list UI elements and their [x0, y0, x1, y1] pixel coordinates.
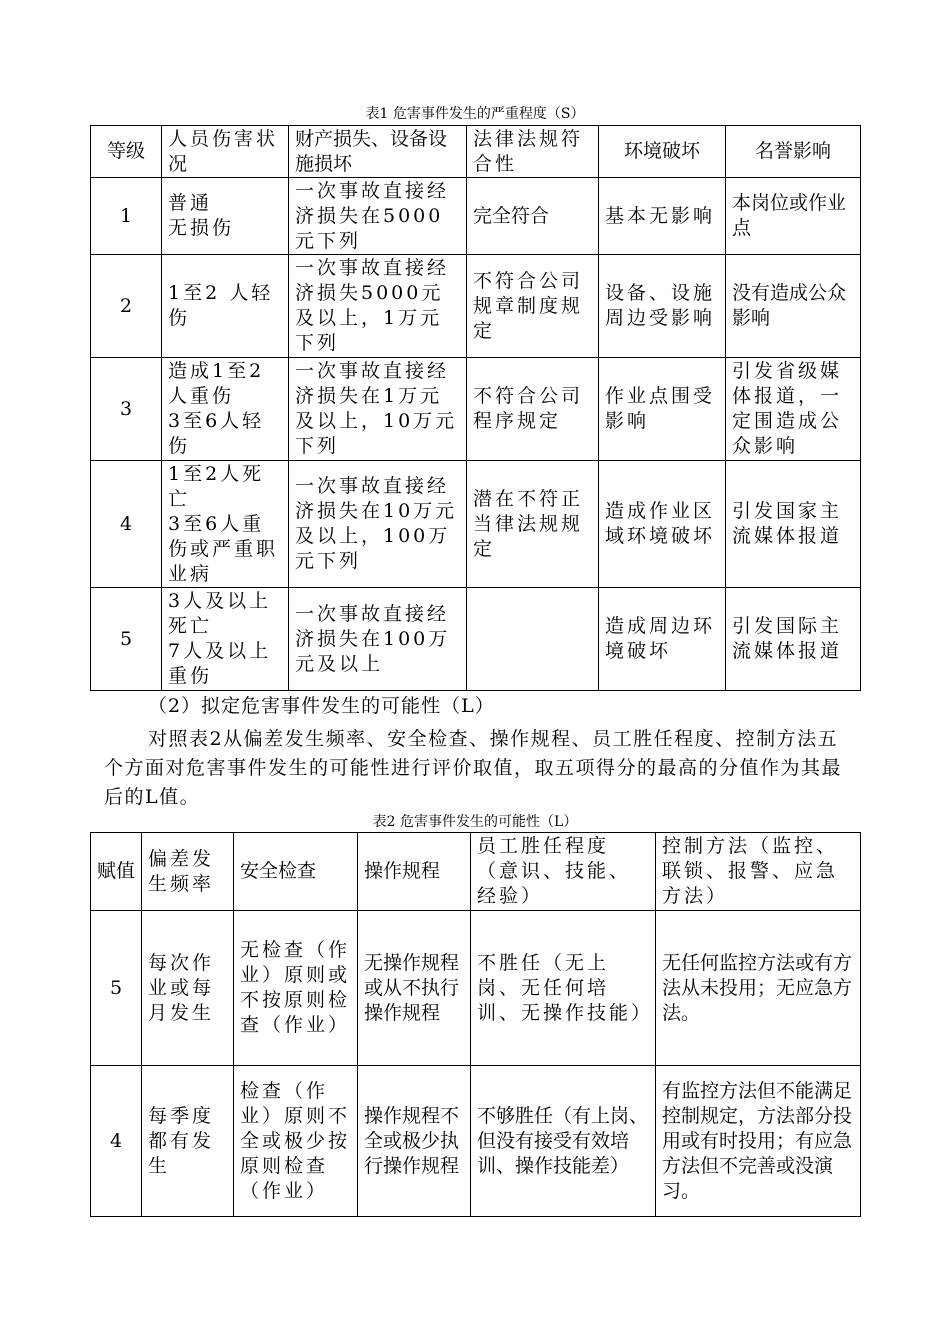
table2-caption: 表2 危害事件发生的可能性（L） [372, 814, 578, 830]
table-row [91, 911, 861, 1066]
table-row [91, 358, 861, 461]
property-cell: 一次事故直接经济损失在100万元及以上 [289, 588, 467, 691]
law-cell: 不符合公司规章制度规定 [467, 255, 599, 358]
header-control-method: 控制方法（监控、联锁、报警、应急方法） [656, 833, 861, 911]
frequency-cell: 每季度都有发生 [142, 1066, 234, 1217]
level-cell: 4 [91, 461, 162, 588]
score-cell: 5 [91, 911, 142, 1066]
reputation-cell: 引发省级媒体报道，一定围造成公众影响 [726, 358, 861, 461]
table1-header-row [91, 126, 861, 178]
reputation-cell: 引发国家主流媒体报道 [726, 461, 861, 588]
level-cell: 5 [91, 588, 162, 691]
table-row [91, 461, 861, 588]
reputation-cell: 本岗位或作业点 [726, 178, 861, 255]
header-reputation: 名誉影响 [726, 126, 861, 178]
table2-header-row [91, 833, 861, 911]
table-row [91, 1066, 861, 1217]
severity-table [90, 125, 861, 691]
frequency-cell: 每次作业或每月发生 [142, 911, 234, 1066]
likelihood-table [90, 832, 861, 1217]
header-procedure: 操作规程 [358, 833, 471, 911]
level-cell: 1 [91, 178, 162, 255]
section-heading: （2）拟定危害事件发生的可能性（L） [148, 695, 495, 717]
safety-check-cell: 无检查（作业）原则或不按原则检查（作业） [234, 911, 358, 1066]
staff-competence-cell: 不胜任（无上岗、无任何培训、无操作技能） [471, 911, 656, 1066]
property-cell: 一次事故直接经济损失在1万元及以上，10万元下列 [289, 358, 467, 461]
property-cell: 一次事故直接经济损失在5000元下列 [289, 178, 467, 255]
staff-competence-cell: 不够胜任（有上岗、但没有接受有效培训、操作技能差） [471, 1066, 656, 1217]
law-cell: 完全符合 [467, 178, 599, 255]
env-cell: 基本无影响 [599, 178, 726, 255]
level-cell: 2 [91, 255, 162, 358]
control-method-cell: 有监控方法但不能满足控制规定，方法部分投用或有时投用；有应急方法但不完善或没演习。 [656, 1066, 861, 1217]
env-cell: 作业点围受影响 [599, 358, 726, 461]
law-cell: 潜在不符正当律法规规定 [467, 461, 599, 588]
header-staff-competence: 员工胜任程度（意识、技能、经验） [471, 833, 656, 911]
table1-caption: 表1 危害事件发生的严重程度（S） [365, 106, 585, 122]
header-safety-check: 安全检查 [234, 833, 358, 911]
header-env: 环境破坏 [599, 126, 726, 178]
table-row [91, 255, 861, 358]
env-cell: 设备、设施周边受影响 [599, 255, 726, 358]
header-score: 赋值 [91, 833, 142, 911]
reputation-cell: 没有造成公众影响 [726, 255, 861, 358]
procedure-cell: 无操作规程或从不执行操作规程 [358, 911, 471, 1066]
env-cell: 造成作业区域环境破坏 [599, 461, 726, 588]
law-cell [467, 588, 599, 691]
injury-cell: 造成1至2人重伤 3至6人轻伤 [162, 358, 289, 461]
safety-check-cell: 检查（作业）原则不全或极少按原则检查（作业） [234, 1066, 358, 1217]
law-cell: 不符合公司程序规定 [467, 358, 599, 461]
header-property: 财产损失、设备设施损坏 [289, 126, 467, 178]
table-row [91, 178, 861, 255]
body-paragraph: 对照表2从偏差发生频率、安全检查、操作规程、员工胜任程度、控制方法五个方面对危害事件发生的可能性进行评价取值，取五项得分的最高的分值作为其最后的L值。 [104, 728, 843, 808]
env-cell: 造成周边环境破坏 [599, 588, 726, 691]
score-cell: 4 [91, 1066, 142, 1217]
injury-cell: 普通 无损伤 [162, 178, 289, 255]
injury-cell: 3人及以上死亡 7人及以上重伤 [162, 588, 289, 691]
injury-cell: 1至2人死亡 3至6人重伤或严重职业病 [162, 461, 289, 588]
header-law: 法律法规符合性 [467, 126, 599, 178]
property-cell: 一次事故直接经济损失在10万元及以上，100万元下列 [289, 461, 467, 588]
header-level: 等级 [91, 126, 162, 178]
reputation-cell: 引发国际主流媒体报道 [726, 588, 861, 691]
property-cell: 一次事故直接经济损失5000元及以上，1万元下列 [289, 255, 467, 358]
header-frequency: 偏差发生频率 [142, 833, 234, 911]
control-method-cell: 无任何监控方法或有方法从未投用；无应急方法。 [656, 911, 861, 1066]
header-injury: 人员伤害状况 [162, 126, 289, 178]
level-cell: 3 [91, 358, 162, 461]
procedure-cell: 操作规程不全或极少执行操作规程 [358, 1066, 471, 1217]
table-row [91, 588, 861, 691]
injury-cell: 1至2 人轻伤 [162, 255, 289, 358]
